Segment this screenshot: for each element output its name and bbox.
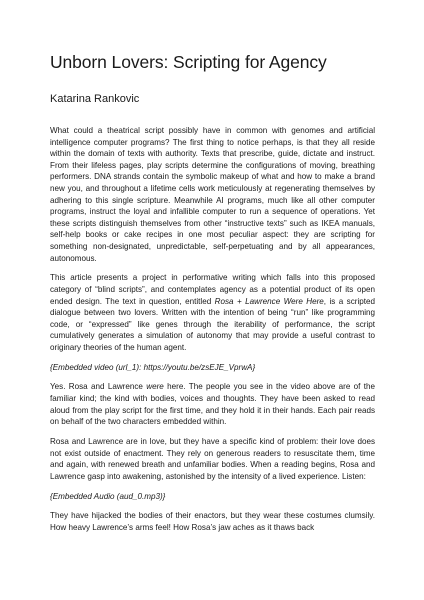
paragraph-text: , is a scripted dialogue between two lovers. Written with the intention of being “run” like programming code, or “expressed” like genes through the iterability of performance, the script cumulatively generates a simulation of autonomy that may provide a useful contrast to originary theories of the human agent. <box>50 296 375 352</box>
paragraph-text: here. The people you see in the video above are of the familiar kind; the kind with bodies, voices and thoughts. They have been asked to read aloud from the play script for the first time, and they hold it in their hands. Each pair reads on behalf of the two characters embedded within. <box>50 382 375 427</box>
paragraph-text: Yes. Rosa and Lawrence <box>50 382 147 392</box>
article-body <box>50 125 375 542</box>
embed-placeholder <box>50 362 375 374</box>
italic-text: {Embedded video (url_1): https://youtu.be/zsEJE_VprwA} <box>50 362 256 372</box>
paragraph-text: What could a theatrical script possibly have in common with genomes and artificial intelligence computer programs? The first thing to notice perhaps, is that they all reside within the domain of texts with authority. Texts that prescribe, guide, dictate and instruct. From their lifeless pages, play scripts determine the configurations of moving, breathing performers. DNA strands contain the symbolic makeup of what and how to make a brand new you, and throughout a lifetime cells work meticulously at regenerating themselves by adhering to this single scripture. Meanwhile AI programs, much like all other computer programs, instruct the loyal and infallible computer to run a sequence of operations. Yet these scripts distinguish themselves from other “instructive texts” such as IKEA manuals, self-help books or cake recipes in one most peculiar aspect: they are scripting for something non-designated, unpredictable, self-perpetuating and by all appearances, autonomous. <box>50 126 375 263</box>
paragraph-text: This article presents a project in performative writing which falls into this proposed category of “blind scripts”, and contemplates agency as a potential product of its open ended design. The text in question, entitled <box>50 273 375 306</box>
italic-text: Rosa + Lawrence Were Here <box>214 296 324 306</box>
body-paragraph <box>50 381 375 427</box>
paragraph-text: They have hijacked the bodies of their enactors, but they wear these costumes clumsily. How heavy Lawrence’s arms feel! How Rosa’s jaw aches as it thaws back <box>50 511 375 532</box>
article-title: Unborn Lovers: Scripting for Agency <box>50 52 327 72</box>
body-paragraph <box>50 510 375 533</box>
italic-text: were <box>146 382 164 392</box>
paragraph-text: Rosa and Lawrence are in love, but they have a specific kind of problem: their love does not exist outside of enactment. They rely on generous readers to resuscitate them, time and again, with renewed breath and unfamiliar bodies. When a reading begins, Rosa and Lawrence gasp into awakening, astonished by the intensity of a lived experience. Listen: <box>50 437 375 481</box>
body-paragraph <box>50 436 375 482</box>
body-paragraph <box>50 272 375 353</box>
italic-text: {Embedded Audio (aud_0.mp3)} <box>50 491 166 501</box>
article-author: Katarina Rankovic <box>50 93 140 105</box>
embed-placeholder <box>50 491 375 503</box>
body-paragraph <box>50 125 375 264</box>
